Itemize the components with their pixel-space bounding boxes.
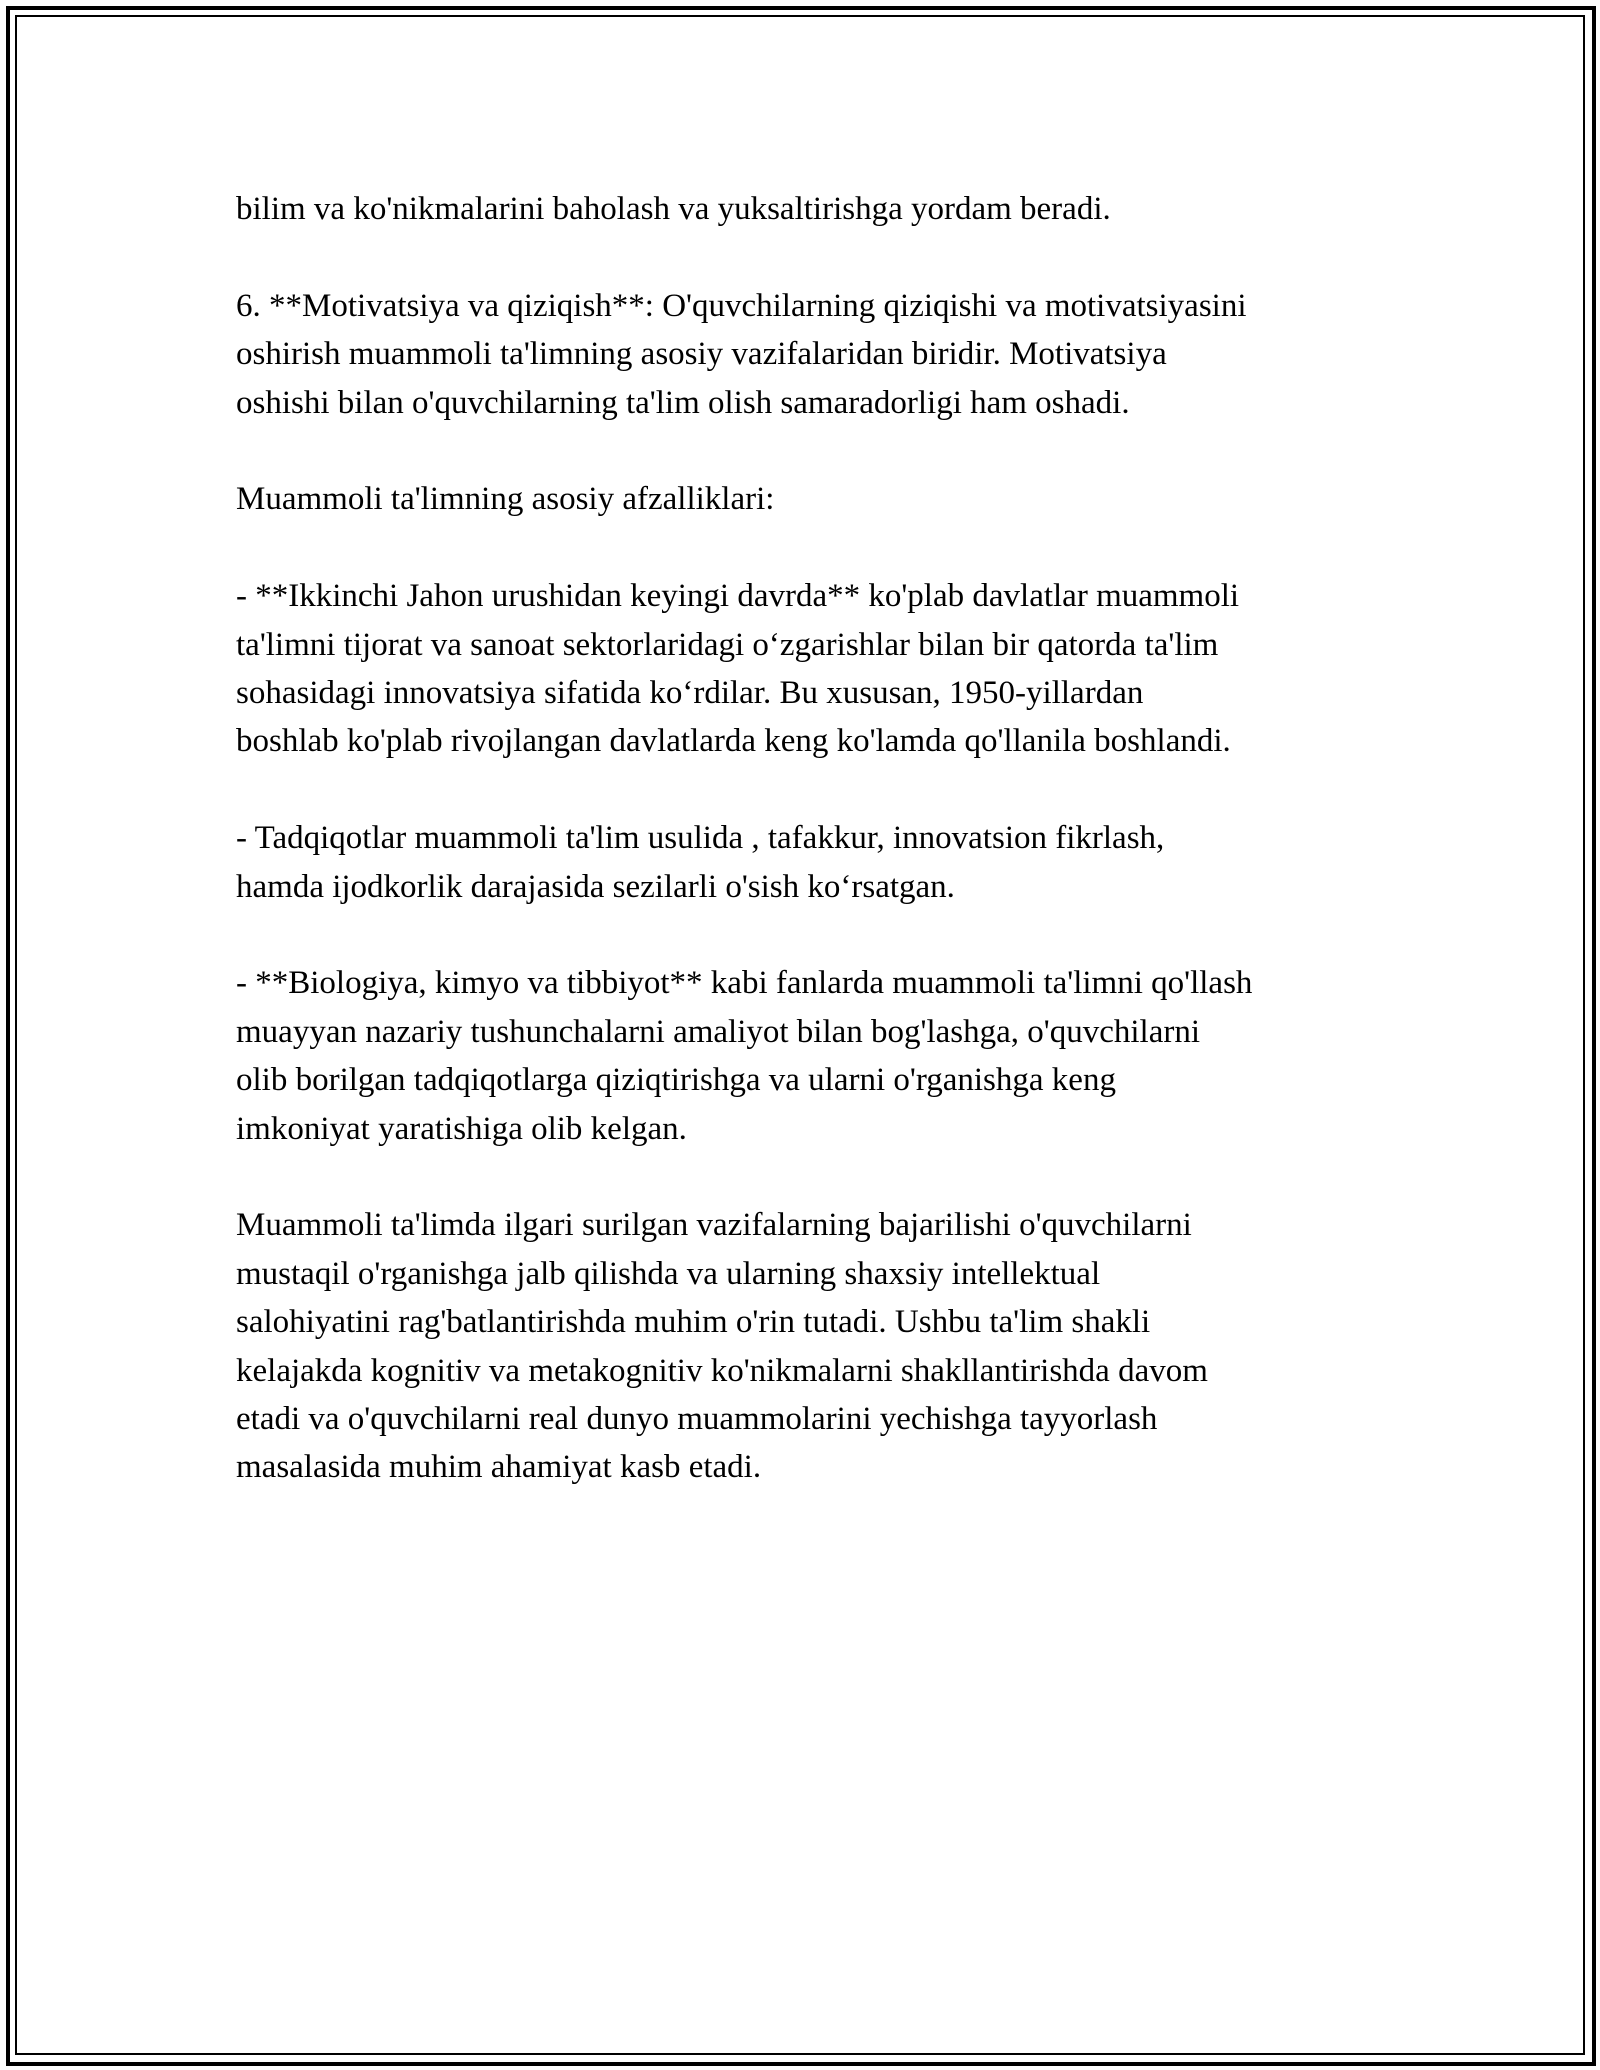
paragraph-continuation: bilim va ko'nikmalarini baholash va yuksaltirishga yordam beradi. <box>236 191 1111 227</box>
paragraph-conclusion: Muammoli ta'limda ilgari surilgan vazifalarning bajarilishi o'quvchilarni mustaqil o'rganishga jalb qilishda va ularning shaxsiy intellektual salohiyatini rag'batlantirishda muhim o'rin tutadi. Ushbu ta'lim shakli kelajakda kognitiv va metakognitiv ko'nikmalarni shakllantirishda davom etadi va o'quvchilarni real dunyo muammolarini yechishga tayyorlash masalasida muhim ahamiyat kasb etadi. <box>236 1207 1208 1486</box>
paragraph-motivation: 6. **Motivatsiya va qiziqish**: O'quvchilarning qiziqishi va motivatsiyasini oshirish muammoli ta'limning asosiy vazifalaridan biridir. Motivatsiya oshishi bilan o'quvchilarning ta'lim olish samaradorligi ham oshadi. <box>236 287 1247 421</box>
document-body <box>236 185 1376 1492</box>
list-item-postwar: - **Ikkinchi Jahon urushidan keyingi davrda** ko'plab davlatlar muammoli ta'limni tijorat va sanoat sektorlaridagi o‘zgarishlar bilan bir qatorda ta'lim sohasidagi innovatsiya sifatida ko‘rdilar. Bu xususan, 1950-yillardan boshlab ko'plab rivojlangan davlatlarda keng ko'lamda qo'llanila boshlandi. <box>236 578 1240 760</box>
list-item-research: - Tadqiqotlar muammoli ta'lim usulida , tafakkur, innovatsion fikrlash, hamda ijodkorlik darajasida sezilarli o'sish ko‘rsatgan. <box>236 820 1165 905</box>
list-item-sciences: - **Biologiya, kimyo va tibbiyot** kabi fanlarda muammoli ta'limni qo'llash muayyan nazariy tushunchalarni amaliyot bilan bog'lashga, o'quvchilarni olib borilgan tadqiqotlarga qiziqtirishga va ularni o'rganishga keng imkoniyat yaratishiga olib kelgan. <box>236 965 1253 1147</box>
paragraph-advantages-heading: Muammoli ta'limning asosiy afzalliklari: <box>236 481 775 518</box>
